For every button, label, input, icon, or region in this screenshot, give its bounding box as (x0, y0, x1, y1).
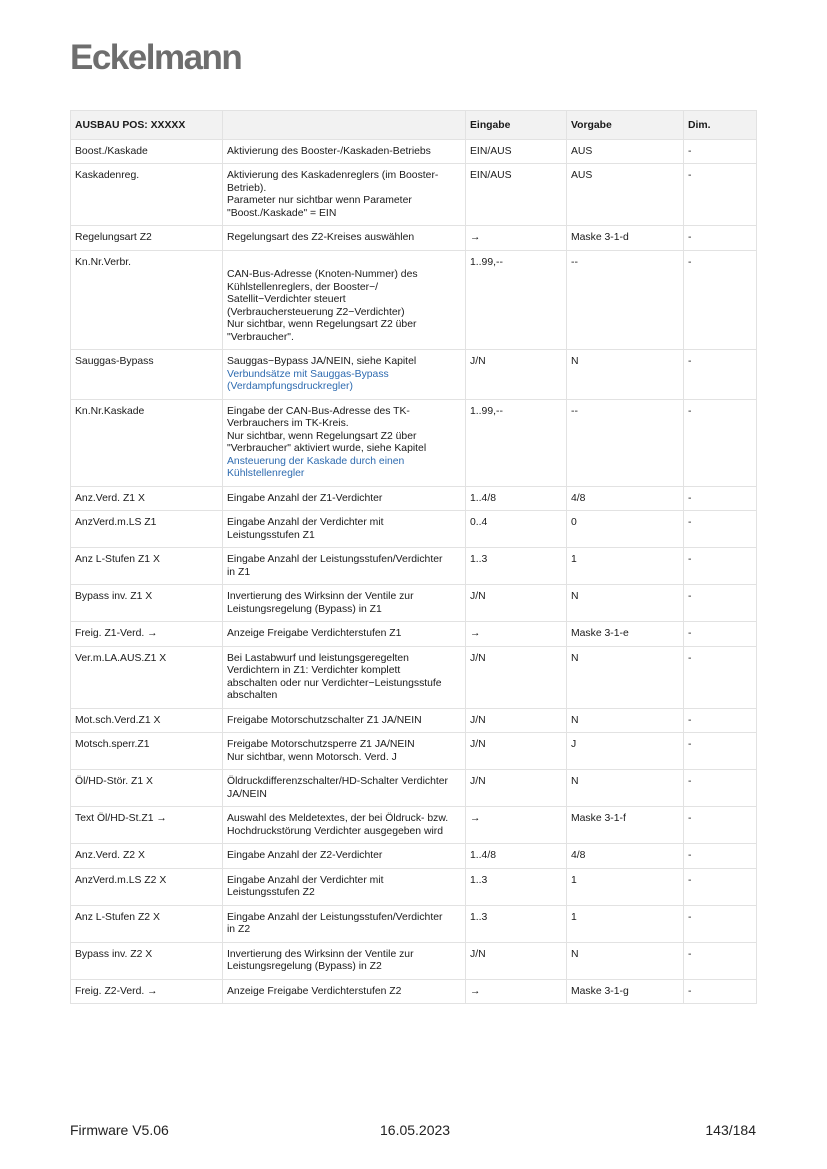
dim-value: - (684, 622, 757, 647)
description-line: Nur sichtbar, wenn Motorsch. Verd. J (227, 751, 397, 763)
parameter-name: Text Öl/HD-St.Z1 → (71, 807, 223, 844)
description-line: Invertierung des Wirksinn der Ventile zur (227, 948, 414, 960)
description-line: abschalten oder nur Verdichter−Leistungsstufe (227, 677, 442, 689)
parameter-description (223, 979, 466, 1004)
table-row (71, 350, 757, 400)
parameter-name: Bypass inv. Z2 X (71, 942, 223, 979)
vorgabe-value: -- (567, 250, 684, 350)
parameter-name: Anz.Verd. Z1 X (71, 486, 223, 511)
description-line: Bei Lastabwurf und leistungsgeregelten (227, 652, 409, 664)
vorgabe-value: N (567, 770, 684, 807)
description-line: Sauggas−Bypass JA/NEIN, siehe Kapitel (227, 356, 417, 367)
parameter-description (223, 350, 466, 400)
dim-value: - (684, 164, 757, 226)
description-line: "Verbraucher" aktiviert wurde, siehe Kapitel (227, 443, 427, 454)
parameter-description (223, 942, 466, 979)
eingabe-value: J/N (466, 350, 567, 400)
dim-value: - (684, 585, 757, 622)
eingabe-value: 1..4/8 (466, 486, 567, 511)
eingabe-value: 1..99,-- (466, 250, 567, 350)
eingabe-value: 1..99,-- (466, 399, 567, 486)
parameter-name: Anz L-Stufen Z2 X (71, 905, 223, 942)
parameter-description (223, 622, 466, 647)
header-dim: Dim. (684, 111, 757, 140)
vorgabe-value: N (567, 585, 684, 622)
description-line: Betrieb). (227, 182, 267, 194)
eingabe-value: 1..3 (466, 868, 567, 905)
dim-value: - (684, 770, 757, 807)
parameter-description (223, 585, 466, 622)
parameter-name: Regelungsart Z2 (71, 226, 223, 251)
chapter-link[interactable]: Ansteuerung der Kaskade durch einen (227, 455, 405, 467)
table-row (71, 622, 757, 647)
parameter-name: Boost./Kaskade (71, 139, 223, 164)
description-line: in Z1 (227, 566, 251, 578)
description-line: Parameter nur sichtbar wenn Parameter (227, 195, 412, 206)
dim-value: - (684, 399, 757, 486)
description-line: Aktivierung des Booster-/Kaskaden-Betriebs (227, 145, 431, 157)
parameter-description (223, 646, 466, 708)
parameter-description (223, 868, 466, 905)
description-line: Freigabe Motorschutzsperre Z1 JA/NEIN (227, 739, 415, 750)
dim-value: - (684, 807, 757, 844)
description-line: Eingabe Anzahl der Verdichter mit (227, 517, 384, 528)
parameter-name: Bypass inv. Z1 X (71, 585, 223, 622)
footer-date: 16.05.2023 (380, 1122, 451, 1138)
table-row (71, 399, 757, 486)
vorgabe-value: N (567, 646, 684, 708)
description-line: Leistungsstufen Z1 (227, 529, 315, 541)
dim-value: - (684, 733, 757, 770)
dim-value: - (684, 708, 757, 733)
description-line: Satellit−Verdichter steuert (227, 294, 346, 305)
vorgabe-value: J (567, 733, 684, 770)
parameter-name: Freig. Z1-Verd. → (71, 622, 223, 647)
parameter-name: Motsch.sperr.Z1 (71, 733, 223, 770)
parameter-description (223, 164, 466, 226)
eingabe-value: J/N (466, 708, 567, 733)
eingabe-value: 1..3 (466, 905, 567, 942)
table-row (71, 807, 757, 844)
dim-value: - (684, 868, 757, 905)
eingabe-value: EIN/AUS (466, 164, 567, 226)
parameter-name: Anz.Verd. Z2 X (71, 844, 223, 869)
table-row (71, 486, 757, 511)
dim-value: - (684, 511, 757, 548)
description-line: Anzeige Freigabe Verdichterstufen Z2 (227, 985, 402, 997)
description-line: Invertierung des Wirksinn der Ventile zur (227, 591, 414, 602)
parameter-description (223, 905, 466, 942)
table-row (71, 585, 757, 622)
table-row (71, 905, 757, 942)
parameter-description (223, 807, 466, 844)
parameter-description (223, 733, 466, 770)
parameter-name: Sauggas-Bypass (71, 350, 223, 400)
table-row (71, 770, 757, 807)
table-header-row (71, 111, 757, 140)
vorgabe-value: AUS (567, 139, 684, 164)
description-line: Verbrauchers im TK-Kreis. (227, 418, 349, 429)
brand-logo: Eckelmann (70, 38, 242, 77)
parameter-name: Anz L-Stufen Z1 X (71, 548, 223, 585)
vorgabe-value: 1 (567, 868, 684, 905)
vorgabe-value: 1 (567, 548, 684, 585)
vorgabe-value: 4/8 (567, 486, 684, 511)
description-line: JA/NEIN (227, 788, 267, 800)
eingabe-value: EIN/AUS (466, 139, 567, 164)
dim-value: - (684, 486, 757, 511)
table-row (71, 979, 757, 1004)
footer-firmware: Firmware V5.06 (70, 1122, 169, 1138)
dim-value: - (684, 942, 757, 979)
description-line: Eingabe Anzahl der Z2-Verdichter (227, 850, 383, 861)
header-eingabe: Eingabe (466, 111, 567, 140)
description-line: (Verbrauchersteuerung Z2−Verdichter) (227, 306, 405, 318)
table-row (71, 226, 757, 251)
parameter-name: Kn.Nr.Verbr. (71, 250, 223, 350)
parameter-description (223, 770, 466, 807)
description-line: Nur sichtbar, wenn Regelungsart Z2 über (227, 430, 417, 442)
parameter-description (223, 139, 466, 164)
vorgabe-value: N (567, 350, 684, 400)
parameter-table (70, 110, 757, 1004)
description-line: Anzeige Freigabe Verdichterstufen Z1 (227, 628, 402, 639)
description-line: Eingabe Anzahl der Z1-Verdichter (227, 492, 383, 504)
parameter-name: AnzVerd.m.LS Z2 X (71, 868, 223, 905)
eingabe-value: 1..4/8 (466, 844, 567, 869)
dim-value: - (684, 844, 757, 869)
parameter-name: Öl/HD-Stör. Z1 X (71, 770, 223, 807)
parameter-description (223, 250, 466, 350)
eingabe-value: J/N (466, 942, 567, 979)
parameter-description (223, 511, 466, 548)
dim-value: - (684, 646, 757, 708)
parameter-description (223, 548, 466, 585)
description-line: in Z2 (227, 924, 251, 935)
header-vorgabe: Vorgabe (567, 111, 684, 140)
dim-value: - (684, 979, 757, 1004)
description-line: "Verbraucher". (227, 331, 294, 343)
vorgabe-value: N (567, 708, 684, 733)
header-description (223, 111, 466, 140)
vorgabe-value: 1 (567, 905, 684, 942)
vorgabe-value: -- (567, 399, 684, 486)
table-row (71, 548, 757, 585)
description-line: Leistungsstufen Z2 (227, 887, 315, 898)
description-line: Aktivierung des Kaskadenreglers (im Booster- (227, 170, 439, 181)
table-row (71, 733, 757, 770)
parameter-description (223, 399, 466, 486)
description-line: Eingabe der CAN-Bus-Adresse des TK- (227, 405, 410, 417)
vorgabe-value: 0 (567, 511, 684, 548)
chapter-link[interactable]: Kühlstellenregler (227, 468, 305, 479)
parameter-description (223, 844, 466, 869)
parameter-description (223, 226, 466, 251)
dim-value: - (684, 250, 757, 350)
table-row (71, 646, 757, 708)
vorgabe-value: AUS (567, 164, 684, 226)
parameter-name: Freig. Z2-Verd. → (71, 979, 223, 1004)
dim-value: - (684, 350, 757, 400)
description-line: Öldruckdifferenzschalter/HD-Schalter Verdichter (227, 776, 448, 787)
chapter-link[interactable]: Verbundsätze mit Sauggas-Bypass (227, 368, 389, 380)
eingabe-value: 1..3 (466, 548, 567, 585)
parameter-name: Mot.sch.Verd.Z1 X (71, 708, 223, 733)
eingabe-value: J/N (466, 770, 567, 807)
eingabe-value: → (466, 226, 567, 251)
description-line: Eingabe Anzahl der Leistungsstufen/Verdichter (227, 554, 443, 565)
parameter-name: Kn.Nr.Kaskade (71, 399, 223, 486)
table-row (71, 844, 757, 869)
header-parameter: AUSBAU POS: XXXXX (71, 111, 223, 140)
eingabe-value: → (466, 622, 567, 647)
vorgabe-value: N (567, 942, 684, 979)
dim-value: - (684, 226, 757, 251)
vorgabe-value: Maske 3-1-e (567, 622, 684, 647)
description-line: Eingabe Anzahl der Verdichter mit (227, 874, 384, 886)
eingabe-value: J/N (466, 585, 567, 622)
table-row (71, 942, 757, 979)
vorgabe-value: Maske 3-1-f (567, 807, 684, 844)
eingabe-value: → (466, 807, 567, 844)
description-line: Nur sichtbar, wenn Regelungsart Z2 über (227, 319, 417, 330)
description-line: Leistungsregelung (Bypass) in Z1 (227, 603, 382, 615)
description-line: Hochdruckstörung Verdichter ausgegeben wird (227, 825, 444, 837)
table-row (71, 511, 757, 548)
description-line: CAN-Bus-Adresse (Knoten-Nummer) des (227, 269, 418, 280)
table-row (71, 250, 757, 350)
description-line: Regelungsart des Z2-Kreises auswählen (227, 232, 415, 243)
dim-value: - (684, 905, 757, 942)
eingabe-value: → (466, 979, 567, 1004)
eingabe-value: J/N (466, 733, 567, 770)
description-line: abschalten (227, 690, 278, 701)
parameter-description (223, 486, 466, 511)
dim-value: - (684, 548, 757, 585)
description-line: Auswahl des Meldetextes, der bei Öldruck- bzw. (227, 813, 449, 824)
vorgabe-value: Maske 3-1-g (567, 979, 684, 1004)
description-line: Eingabe Anzahl der Leistungsstufen/Verdichter (227, 911, 443, 923)
table-body (71, 139, 757, 1004)
eingabe-value: J/N (466, 646, 567, 708)
description-line: Freigabe Motorschutzschalter Z1 JA/NEIN (227, 714, 422, 726)
footer-page-number: 143/184 (705, 1122, 756, 1138)
vorgabe-value: Maske 3-1-d (567, 226, 684, 251)
dim-value: - (684, 139, 757, 164)
chapter-link[interactable]: (Verdampfungsdruckregler) (227, 381, 353, 392)
eingabe-value: 0..4 (466, 511, 567, 548)
table-row (71, 708, 757, 733)
description-line: Leistungsregelung (Bypass) in Z2 (227, 961, 382, 972)
description-line: Verdichtern in Z1: Verdichter komplett (227, 665, 401, 676)
parameter-description (223, 708, 466, 733)
parameter-name: Kaskadenreg. (71, 164, 223, 226)
table-row (71, 868, 757, 905)
description-line: Kühlstellenreglers, der Booster−/ (227, 281, 379, 293)
vorgabe-value: 4/8 (567, 844, 684, 869)
description-line (227, 257, 461, 270)
description-line: "Boost./Kaskade" = EIN (227, 207, 337, 219)
table-row (71, 139, 757, 164)
parameter-name: AnzVerd.m.LS Z1 (71, 511, 223, 548)
parameter-name: Ver.m.LA.AUS.Z1 X (71, 646, 223, 708)
table-row (71, 164, 757, 226)
